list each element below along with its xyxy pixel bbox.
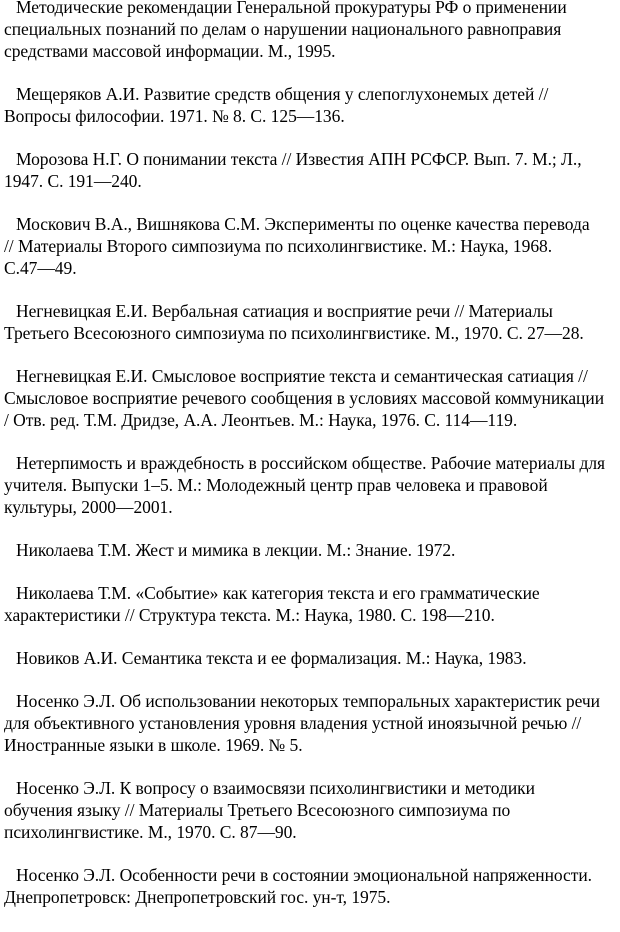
bibliography-entry: Нетерпимость и враждебность в российском обществе. Рабочие материалы для учителя. Выпуски 1–5. М.: Молодежный центр прав человека и правовой культуры, 2000—2001. (4, 453, 606, 517)
bibliography-entry: Носенко Э.Л. Особенности речи в состоянии эмоциональной напряженности. Днепропетровск: Днепропетровский гос. ун-т, 1975. (4, 865, 593, 907)
bibliography-entry: Негневицкая Е.И. Вербальная сатиация и восприятие речи // Материалы Третьего Всесоюзного симпозиума по психолингвистике. М., 1970. С. 27—28. (4, 301, 584, 343)
bibliography-entry: Морозова Н.Г. О понимании текста // Известия АПН РСФСР. Вып. 7. М.; Л., 1947. С. 191—240. (4, 149, 582, 191)
bibliography-entry: Носенко Э.Л. Об использовании некоторых темпоральных характеристик речи для объективного установления уровня владения устной иноязычной речью // Иностранные языки в школе. 1969. № 5. (4, 691, 600, 755)
bibliography-entry: Москович В.А., Вишнякова С.М. Эксперименты по оценке качества перевода // Материалы Второго симпозиума по психолингвистике. М.: Наука, 1968. С.47—49. (4, 214, 590, 278)
bibliography-entry: Методические рекомендации Генеральной прокуратуры РФ о применении специальных познаний по делам о нарушении национального равноправия средствами массовой информации. М., 1995. (4, 0, 567, 61)
bibliography-entry: Носенко Э.Л. К вопросу о взаимосвязи психолингвистики и методики обучения языку // Материалы Третьего Всесоюзного симпозиума по психолингвистике. М., 1970. С. 87—90. (4, 778, 535, 842)
bibliography-entry: Негневицкая Е.И. Смысловое восприятие текста и семантическая сатиация // Смысловое восприятие речевого сообщения в условиях массовой коммуникации / Отв. ред. Т.М. Дридзе, А.А. Леонтьев. М.: Наука, 1976. С. 114—119. (4, 366, 605, 430)
bibliography-entry: Николаева Т.М. Жест и мимика в лекции. М.: Знание. 1972. (16, 540, 456, 560)
bibliography-entry: Мещеряков А.И. Развитие средств общения у слепоглухонемых детей // Вопросы философии. 1971. № 8. С. 125—136. (4, 84, 549, 126)
bibliography-entry: Новиков А.И. Семантика текста и ее формализация. М.: Наука, 1983. (16, 648, 527, 668)
bibliography-entry: Николаева Т.М. «Событие» как категория текста и его грамматические характеристики // Структура текста. М.: Наука, 1980. С. 198—210. (4, 583, 540, 625)
